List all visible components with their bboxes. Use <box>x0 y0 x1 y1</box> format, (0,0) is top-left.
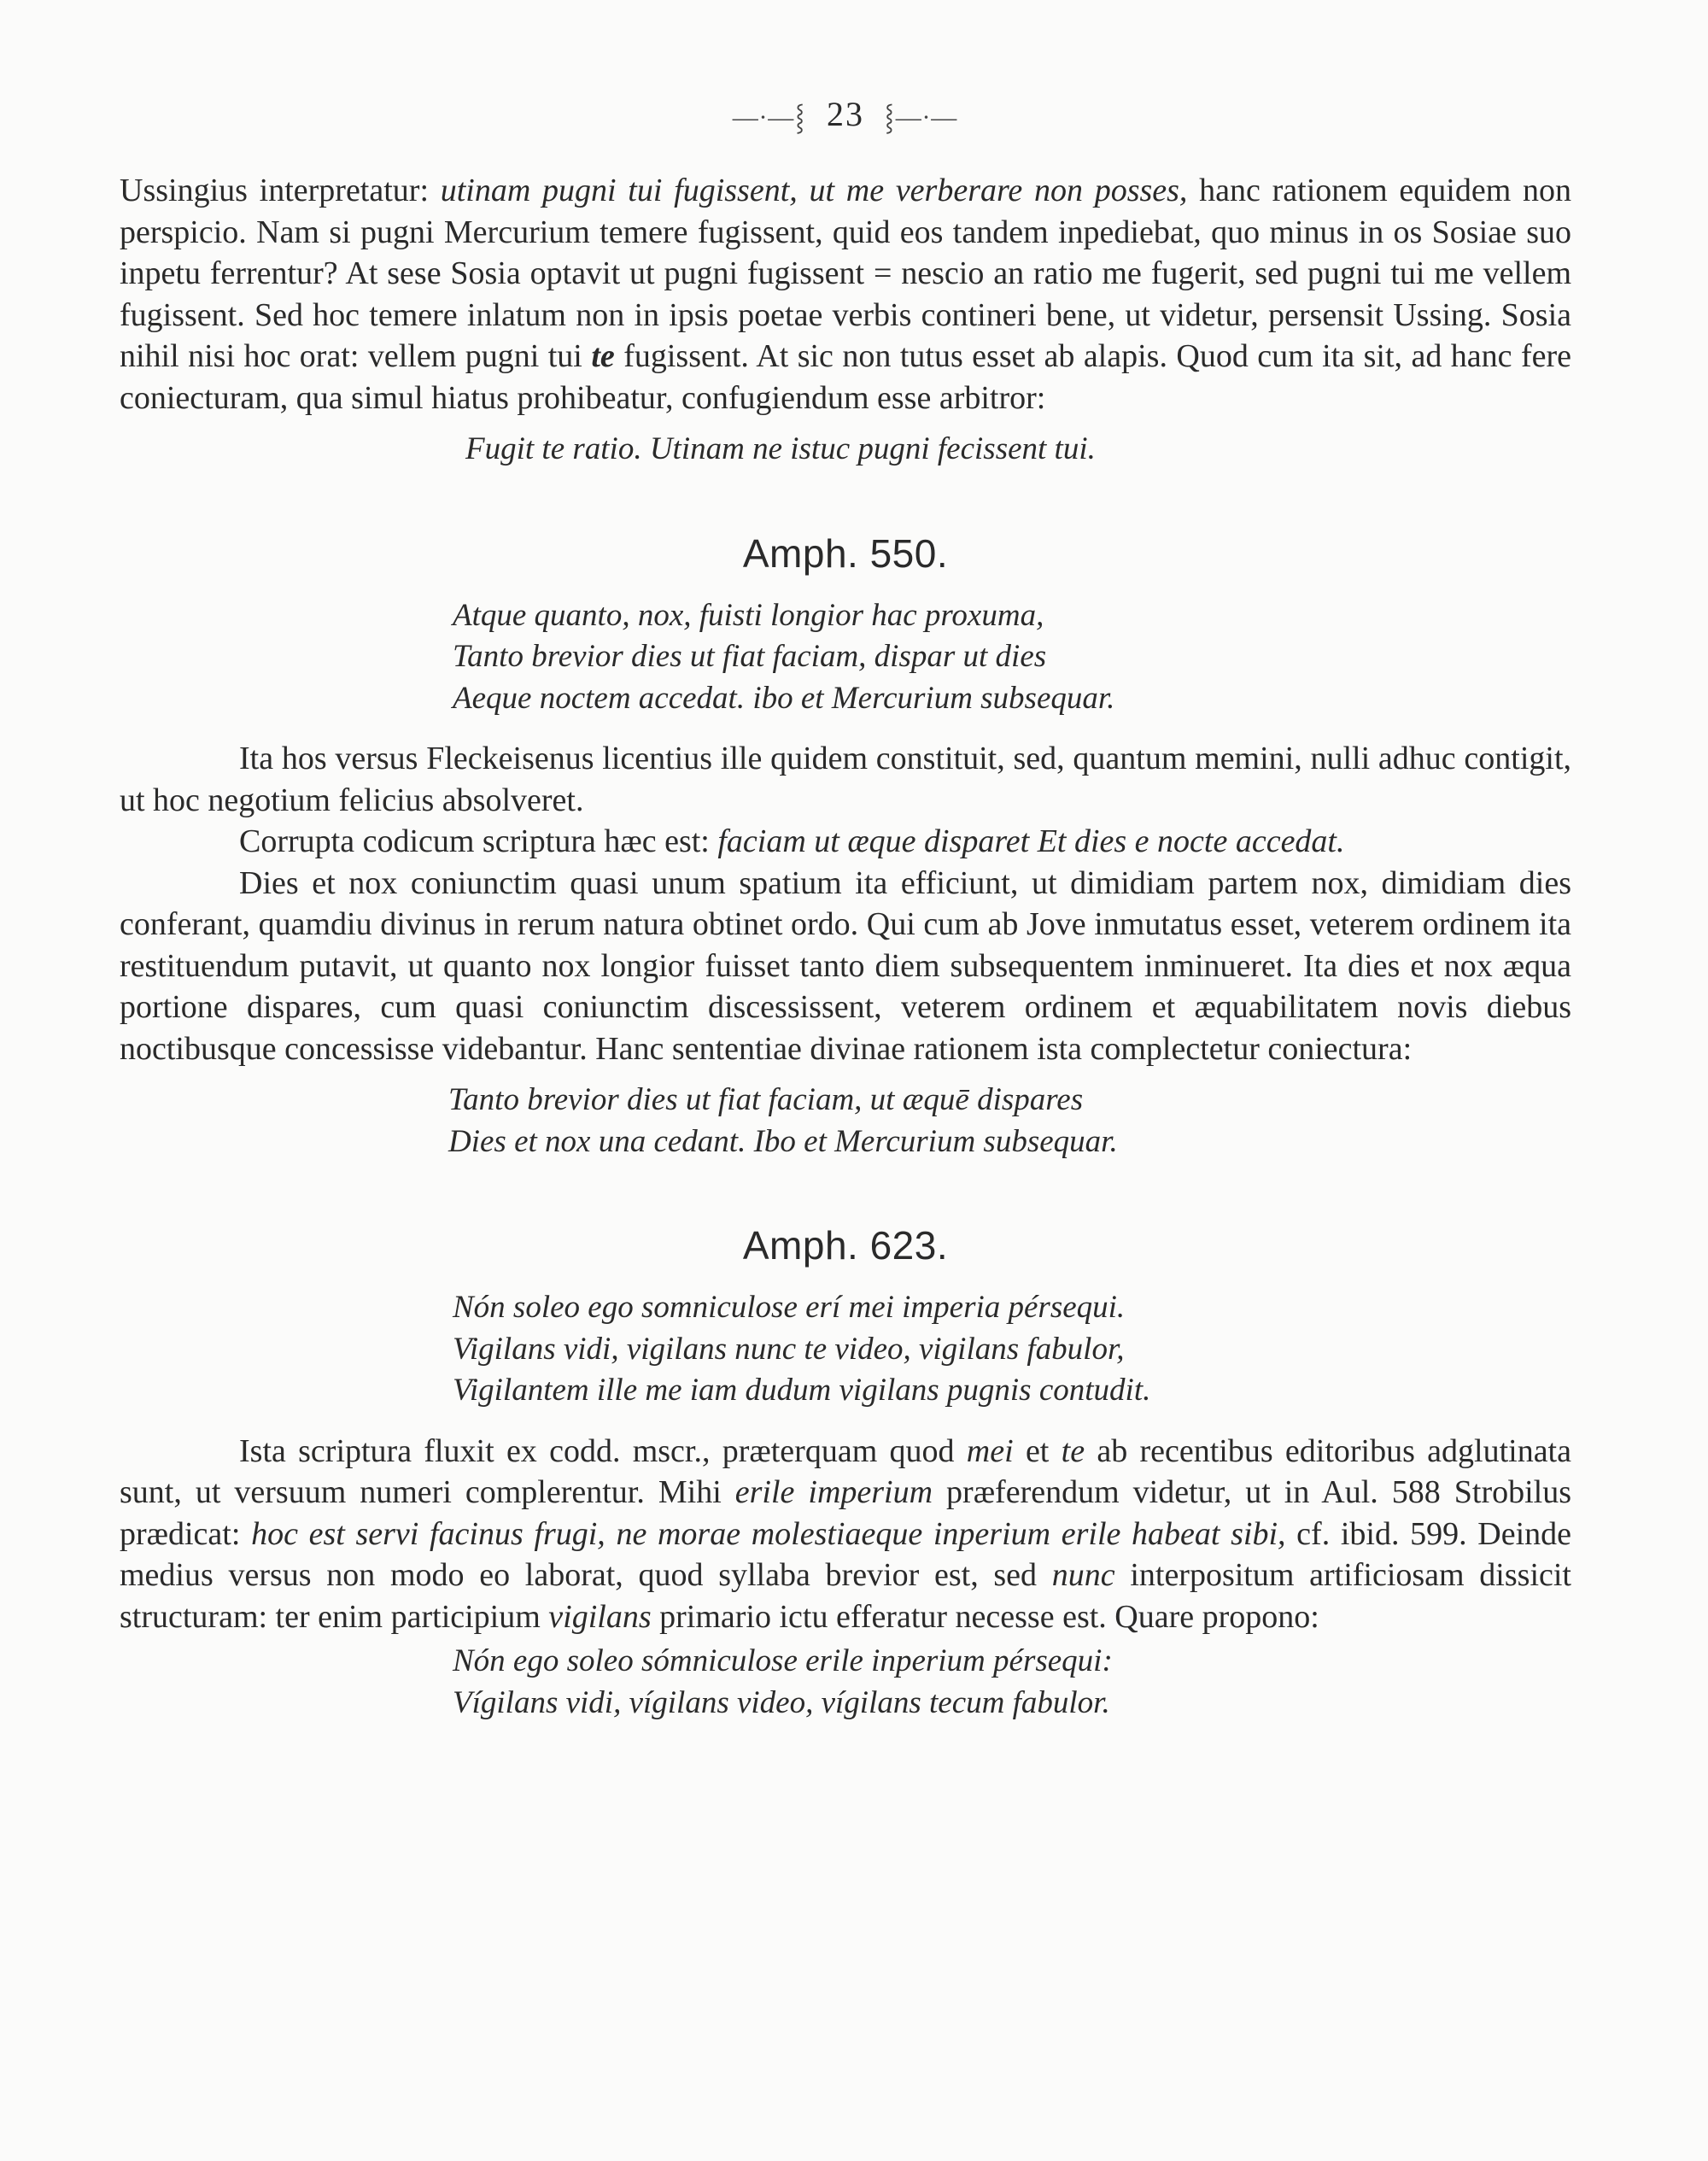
verse-block-2 <box>453 595 1571 720</box>
italic-run: erile imperium <box>734 1474 933 1510</box>
page-number: 23 <box>827 95 864 133</box>
text-run: cf. ibid. 599. Deinde medius versus non modo eo laborat, quod syllaba brevior est, sed <box>120 1515 1571 1593</box>
text-run: ab recentibus editoribus adglutinata sunt, ut versuum numeri complerentur. Mihi <box>120 1432 1571 1510</box>
verse-line: Tanto brevior dies ut fiat faciam, dispar ut dies <box>453 639 1047 674</box>
verse-line: Vigilans vidi, vigilans nunc te video, vigilans fabulor, <box>453 1331 1125 1367</box>
verse-line: Nón soleo ego somniculose erí mei imperia pérsequi. <box>453 1290 1126 1325</box>
italic-run: vigilans <box>548 1598 652 1635</box>
section-heading-amph-623: Amph. 623. <box>742 1223 949 1268</box>
text-run: præferendum videtur, ut in Aul. 588 Strobilus prædicat: <box>120 1474 1572 1552</box>
verse-line: Nón ego soleo sómniculose erile inperium pérsequi: <box>453 1643 1113 1678</box>
text-run: Ista scriptura fluxit ex codd. mscr., præterquam quod <box>239 1432 967 1469</box>
text-run: hanc rationem equidem non perspicio. Nam si pugni Mercurium temere fugissent, quid eos tandem inpediebat, quo minus in os Sosiae suo inpetu ferrentur? At sese Sosia optavit ut pugni fugissent = nescio an ratio me fugerit, sed pugni tui me vellem fugissent. Sed hoc temere inlatum non in ipsis poetae verbis contineri bene, ut videtur, persensit Ussing. Sosia nihil nisi hoc orat: vellem pugni tui <box>120 173 1571 374</box>
text-run: fugissent. At sic non tutus esset ab alapis. Quod cum ita sit, ad hanc fere coniecturam, qua simul hiatus prohibeatur, confugiendum esse arbitror: <box>120 338 1571 416</box>
verse-line: Aeque noctem accedat. ibo et Mercurium subsequar. <box>453 680 1115 716</box>
text-run: et <box>1013 1432 1062 1469</box>
paragraph-3 <box>120 821 1571 863</box>
verse-block-1 <box>465 429 1571 471</box>
italic-run: faciam ut æque disparet Et dies e nocte accedat. <box>717 823 1345 859</box>
text-run: interpositum artificiosam dissicit structuram: ter enim participium <box>120 1557 1571 1635</box>
italic-run: utinam pugni tui fugissent, ut me verberare non posses, <box>440 173 1188 208</box>
italic-run: te <box>1061 1432 1085 1469</box>
ornament-right: ⸾—∙— <box>885 103 959 132</box>
section-heading-amph-550: Amph. 550. <box>742 530 949 576</box>
text-run: Ussingius interpretatur: <box>120 173 441 208</box>
verse-line: Fugit te ratio. Utinam ne istuc pugni fecissent tui. <box>465 431 1096 466</box>
verse-block-5 <box>453 1641 1571 1724</box>
document-page <box>120 94 1571 1724</box>
italic-run: mei <box>966 1432 1014 1469</box>
italic-run: hoc est servi facinus frugi, ne morae molestiaeque inperium erile habeat sibi, <box>251 1515 1286 1552</box>
paragraph-2: Ita hos versus Fleckeisenus licentius ille quidem constituit, sed, quantum memini, nulli adhuc contigit, ut hoc negotium felicius absolveret. <box>120 741 1571 818</box>
paragraph-5 <box>120 1431 1571 1638</box>
verse-block-3 <box>448 1080 1571 1162</box>
verse-line: Atque quanto, nox, fuisti longior hac proxuma, <box>453 597 1044 633</box>
page-header <box>120 94 1571 134</box>
text-run: primario ictu efferatur necesse est. Quare propono: <box>651 1598 1319 1635</box>
verse-line: Tanto brevior dies ut fiat faciam, ut æquē dispares <box>448 1082 1084 1117</box>
verse-block-4 <box>453 1287 1571 1412</box>
paragraph-1 <box>120 170 1571 419</box>
bold-italic-run: te <box>591 338 615 374</box>
verse-line: Dies et nox una cedant. Ibo et Mercurium subsequar. <box>448 1123 1118 1159</box>
italic-run: nunc <box>1051 1557 1115 1593</box>
verse-line: Vigilantem ille me iam dudum vigilans pugnis contudit. <box>453 1373 1151 1408</box>
text-run: Corrupta codicum scriptura hæc est: <box>239 823 718 859</box>
ornament-left: —∙—⸾ <box>732 103 806 132</box>
verse-line: Vígilans vidi, vígilans video, vígilans tecum fabulor. <box>453 1684 1110 1720</box>
paragraph-4: Dies et nox coniunctim quasi unum spatium ita efficiunt, ut dimidiam partem nox, dimidiam dies conferant, quamdiu divinus in rerum natura obtinet ordo. Qui cum ab Jove inmutatus esset, veterem ordinem ita restituendum putavit, ut quanto nox longior fuisset tanto diem subsequentem inminueret. Ita dies et nox æqua portione dispares, cum quasi coniunctim discessissent, veterem ordinem et æquabilitatem novis diebus noctibusque concessisse videbantur. Hanc sententiae divinae rationem ista complectetur coniectura: <box>120 864 1571 1067</box>
